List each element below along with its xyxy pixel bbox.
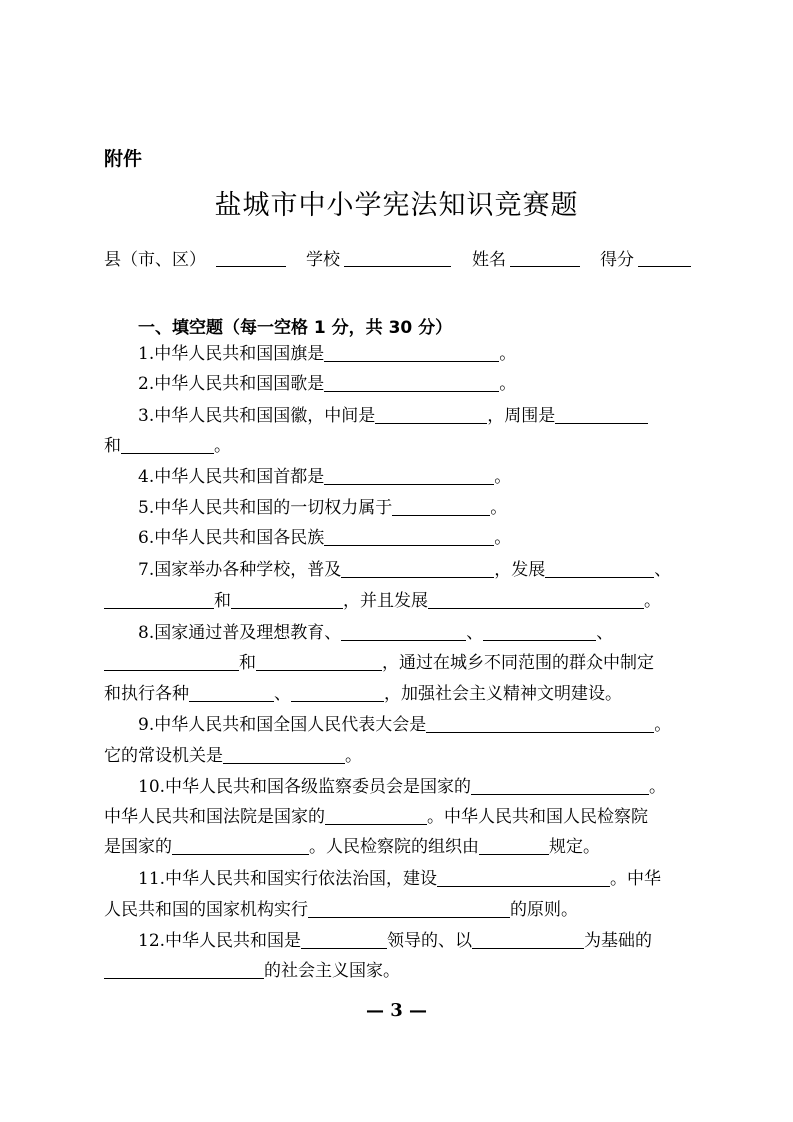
- question-10-cont2: [104, 835, 600, 859]
- question-text: 。: [644, 591, 661, 611]
- answer-blank[interactable]: [104, 652, 239, 671]
- question-8: [138, 621, 613, 645]
- answer-blank[interactable]: [341, 559, 494, 578]
- school-label: 学校: [306, 250, 340, 270]
- question-text: 和: [104, 436, 121, 456]
- answer-blank[interactable]: [483, 622, 596, 641]
- name-field[interactable]: [510, 248, 580, 267]
- question-text: 10.中华人民共和国各级监察委员会是国家的: [138, 777, 472, 797]
- question-10-cont: [104, 805, 648, 829]
- question-text: 7.国家举办各种学校，普及: [138, 560, 342, 580]
- question-text: 9.中华人民共和国全国人民代表大会是: [138, 715, 427, 735]
- question-text: 。: [345, 746, 362, 766]
- question-7: [138, 558, 671, 582]
- question-text: ，并且发展: [343, 591, 428, 611]
- section-heading: 一、填空题（每一空格 1 分，共 30 分）: [138, 318, 453, 338]
- answer-blank[interactable]: [472, 930, 584, 949]
- school-field[interactable]: [344, 248, 451, 267]
- question-text: 1.中华人民共和国国旗是: [138, 344, 325, 364]
- county-label: 县（市、区）: [104, 250, 206, 270]
- question-text: 。: [654, 715, 672, 735]
- question-text: 。: [490, 498, 508, 518]
- question-4: [138, 465, 511, 489]
- name-label: 姓名: [472, 250, 506, 270]
- question-text: 4.中华人民共和国首都是: [138, 467, 325, 487]
- answer-blank[interactable]: [324, 373, 499, 392]
- question-text: 和: [239, 653, 256, 673]
- answer-blank[interactable]: [104, 590, 214, 609]
- answer-blank[interactable]: [375, 405, 487, 424]
- score-field[interactable]: [638, 248, 691, 267]
- answer-blank[interactable]: [545, 559, 654, 578]
- question-text: ，加强社会主义精神文明建设。: [384, 684, 622, 704]
- answer-blank[interactable]: [223, 745, 345, 764]
- answer-blank[interactable]: [172, 836, 309, 855]
- question-text: 。: [499, 344, 517, 364]
- question-text: 。中华: [610, 869, 662, 889]
- question-text: 。中华人民共和国人民检察院: [427, 807, 648, 827]
- question-12: [138, 929, 652, 953]
- page-number: — 3 —: [365, 1000, 428, 1021]
- question-8-cont: [104, 651, 654, 675]
- question-11: [138, 867, 661, 891]
- question-text: 2.中华人民共和国国歌是: [138, 374, 325, 394]
- question-3-cont: [104, 434, 231, 458]
- question-8-cont2: [104, 682, 622, 706]
- question-3: [138, 404, 648, 428]
- question-5: [138, 496, 507, 520]
- question-text: 5.中华人民共和国的一切权力属于: [138, 498, 393, 518]
- question-9: [138, 713, 671, 737]
- question-1: [138, 342, 516, 366]
- answer-blank[interactable]: [555, 405, 648, 424]
- question-text: 是国家的: [104, 837, 172, 857]
- question-6: [138, 526, 511, 550]
- answer-blank[interactable]: [324, 466, 494, 485]
- attachment-label: 附件: [104, 148, 143, 170]
- question-text: ，发展: [494, 560, 546, 580]
- question-text: ，通过在城乡不同范围的群众中制定: [382, 653, 654, 673]
- answer-blank[interactable]: [256, 652, 382, 671]
- answer-blank[interactable]: [325, 806, 427, 825]
- question-text: 。: [499, 374, 517, 394]
- county-field[interactable]: [216, 248, 286, 267]
- question-7-cont: [104, 589, 661, 613]
- question-text: 它的常设机关是: [104, 746, 223, 766]
- question-text: 中华人民共和国法院是国家的: [104, 807, 325, 827]
- answer-blank[interactable]: [392, 497, 490, 516]
- question-11-cont: [104, 898, 578, 922]
- question-text: 、: [274, 684, 291, 704]
- answer-blank[interactable]: [189, 683, 274, 702]
- question-9-cont: [104, 744, 362, 768]
- question-text: ，周围是: [487, 406, 556, 426]
- question-12-cont: [104, 959, 400, 983]
- answer-blank[interactable]: [324, 343, 499, 362]
- question-text: 。: [214, 436, 231, 456]
- question-text: 的社会主义国家。: [264, 961, 400, 981]
- answer-blank[interactable]: [231, 590, 343, 609]
- question-text: 、: [654, 560, 672, 580]
- question-text: 领导的、以: [387, 931, 473, 951]
- question-text: 人民共和国的国家机构实行: [104, 900, 308, 920]
- question-text: 。: [494, 467, 512, 487]
- question-text: 的原则。: [510, 900, 578, 920]
- question-2: [138, 372, 516, 396]
- question-text: 12.中华人民共和国是: [138, 931, 302, 951]
- page-title: 盐城市中小学宪法知识竞赛题: [214, 190, 579, 221]
- question-text: 规定。: [549, 837, 600, 857]
- question-text: 3.中华人民共和国国徽，中间是: [138, 406, 376, 426]
- question-text: 和执行各种: [104, 684, 189, 704]
- answer-blank[interactable]: [479, 836, 549, 855]
- answer-blank[interactable]: [341, 622, 466, 641]
- question-text: 11.中华人民共和国实行依法治国，建设: [138, 869, 438, 889]
- answer-blank[interactable]: [471, 776, 649, 795]
- question-10: [138, 775, 666, 799]
- question-text: 6.中华人民共和国各民族: [138, 528, 325, 548]
- answer-blank[interactable]: [301, 930, 387, 949]
- answer-blank[interactable]: [104, 960, 264, 979]
- question-text: 、: [466, 623, 484, 643]
- answer-blank[interactable]: [426, 714, 654, 733]
- answer-blank[interactable]: [121, 435, 214, 454]
- question-text: 。人民检察院的组织由: [309, 837, 479, 857]
- question-text: 。: [494, 528, 512, 548]
- question-text: 8.国家通过普及理想教育、: [138, 623, 342, 643]
- answer-blank[interactable]: [437, 868, 610, 887]
- answer-blank[interactable]: [324, 527, 494, 546]
- score-label: 得分: [600, 250, 634, 270]
- question-text: 为基础的: [584, 931, 653, 951]
- answer-blank[interactable]: [291, 683, 384, 702]
- answer-blank[interactable]: [308, 899, 510, 918]
- question-text: 、: [596, 623, 614, 643]
- question-text: 和: [214, 591, 231, 611]
- question-text: 。: [649, 777, 667, 797]
- answer-blank[interactable]: [428, 590, 644, 609]
